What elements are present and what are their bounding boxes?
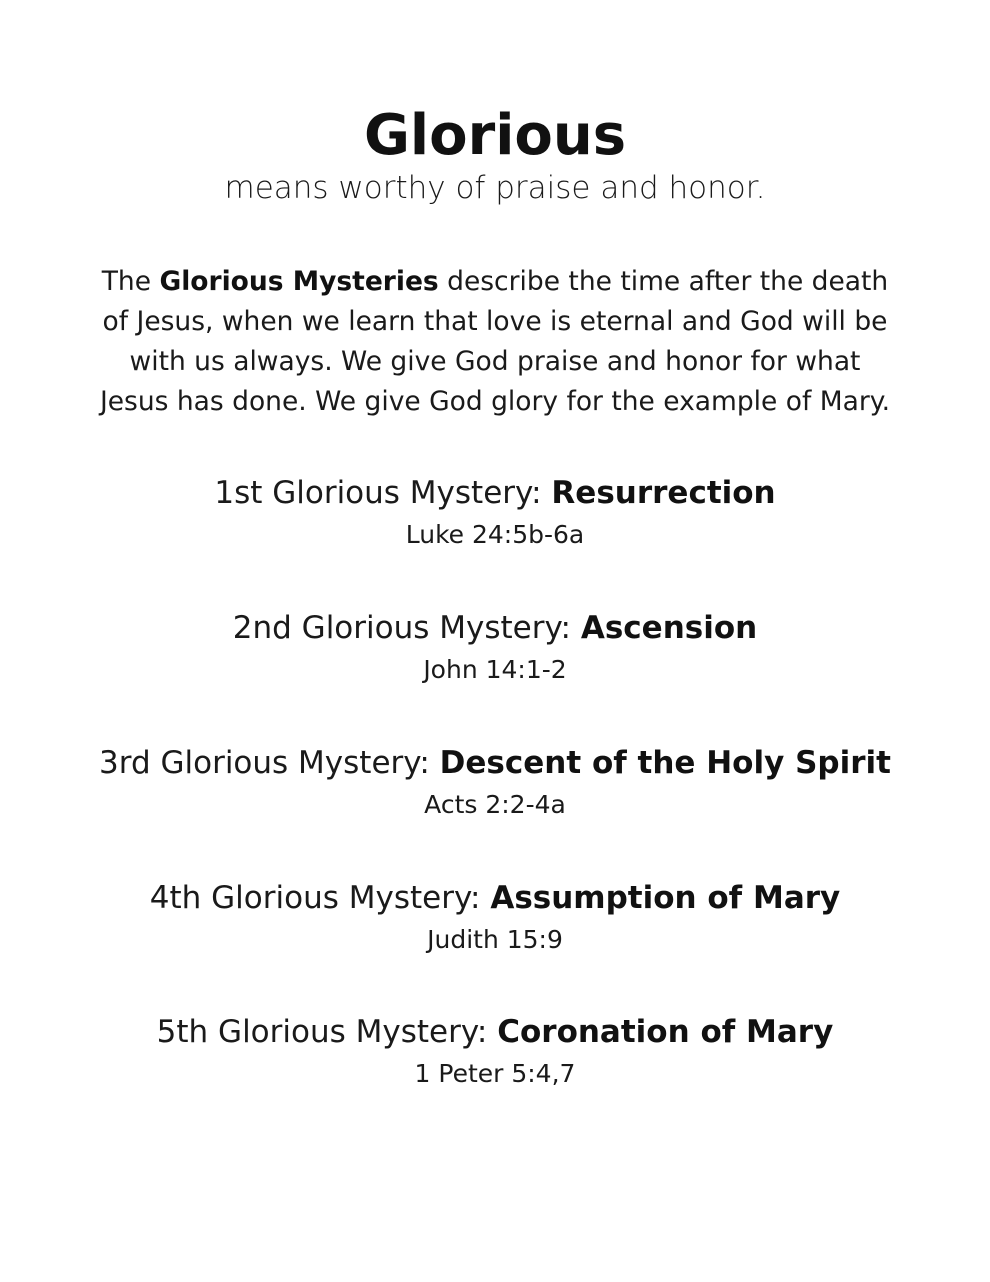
mystery-heading	[0, 472, 990, 514]
intro-text-before: The	[101, 266, 160, 297]
mystery-name: Resurrection	[551, 475, 776, 511]
mystery-heading	[0, 607, 990, 649]
page-title: Glorious	[363, 103, 627, 168]
mystery-name: Descent of the Holy Spirit	[439, 745, 891, 781]
mystery-heading	[0, 1011, 990, 1053]
mystery-item-3	[0, 742, 990, 823]
mystery-heading	[0, 742, 990, 784]
scripture-reference: Acts 2:2-4a	[424, 790, 566, 819]
scripture-reference: 1 Peter 5:4,7	[414, 1059, 576, 1088]
intro-text-after: describe the time after the death of Jesus, when we learn that love is eternal and God will be with us always. We give God praise and honor for what Jesus has done. We give God glory for the example of Mary.	[99, 266, 891, 417]
mystery-heading	[0, 877, 990, 919]
scripture-reference: Judith 15:9	[427, 925, 563, 954]
mystery-label: 5th Glorious Mystery:	[156, 1014, 498, 1050]
mystery-item-2	[0, 607, 990, 688]
scripture-reference: Luke 24:5b-6a	[405, 520, 585, 549]
mystery-name: Assumption of Mary	[490, 880, 841, 916]
mystery-name: Ascension	[580, 610, 758, 646]
page-subtitle: means worthy of praise and honor.	[224, 170, 766, 206]
mystery-label: 2nd Glorious Mystery:	[232, 610, 581, 646]
intro-emphasis: Glorious Mysteries	[159, 266, 439, 297]
mystery-label: 3rd Glorious Mystery:	[99, 745, 440, 781]
mystery-label: 4th Glorious Mystery:	[149, 880, 491, 916]
mystery-name: Coronation of Mary	[497, 1014, 834, 1050]
intro-paragraph	[95, 262, 895, 422]
mystery-label: 1st Glorious Mystery:	[214, 475, 552, 511]
mystery-item-5	[0, 1011, 990, 1092]
mystery-item-4	[0, 877, 990, 958]
mystery-item-1	[0, 472, 990, 553]
scripture-reference: John 14:1-2	[423, 655, 567, 684]
